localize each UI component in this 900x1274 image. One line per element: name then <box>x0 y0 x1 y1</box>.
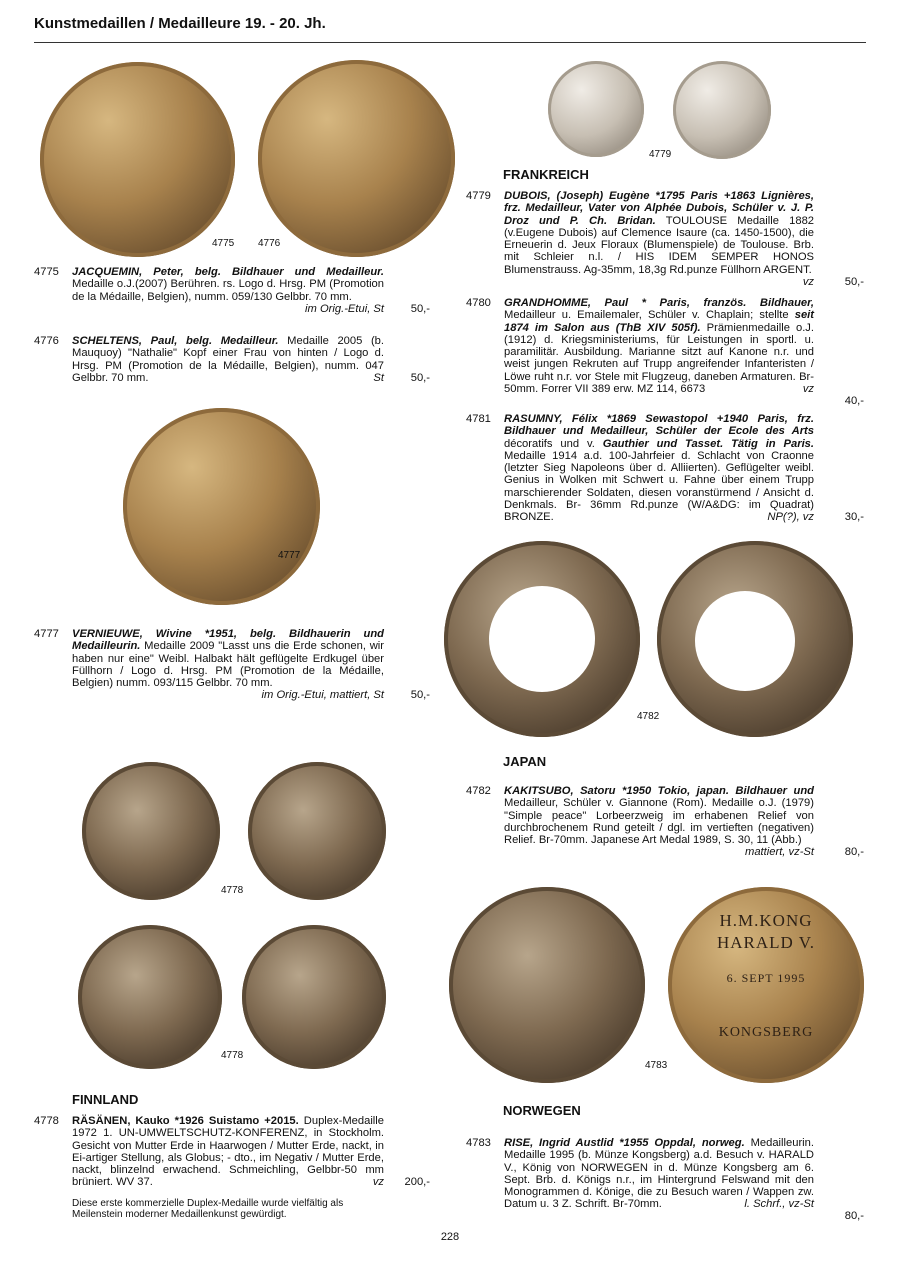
lot-price: 50,- <box>410 372 430 384</box>
caption-4782: 4782 <box>637 711 660 722</box>
medal-4783-text-line1: H.M.KONG <box>719 911 813 930</box>
medal-4783-reverse <box>668 887 864 1083</box>
lot-4776 <box>34 335 434 390</box>
lot-4781 <box>466 413 866 528</box>
section-finnland: FINNLAND <box>72 1092 139 1107</box>
lot-condition: NP(?), vz <box>767 511 814 524</box>
medal-4775-image <box>40 62 235 257</box>
lot-condition: St <box>373 371 384 384</box>
lot-condition: im Orig.-Etui, St <box>305 302 384 315</box>
lot-condition: l. Schrf., vz-St <box>744 1198 814 1211</box>
lot-number: 4783 <box>466 1137 491 1149</box>
lot-price: 80,- <box>844 846 864 858</box>
section-norwegen: NORWEGEN <box>503 1103 581 1118</box>
lot-number: 4777 <box>34 628 59 640</box>
section-japan: JAPAN <box>503 754 547 769</box>
lot-number: 4776 <box>34 335 59 347</box>
lot-number: 4778 <box>34 1115 59 1127</box>
page-header: Kunstmedaillen / Medailleure 19. - 20. Jh. <box>34 15 326 32</box>
lot-price: 200,- <box>404 1176 430 1188</box>
medal-4776-image <box>258 60 455 257</box>
lot-heading: KAKITSUBO, Satoru *1950 Tokio, japan. Bildhauer und <box>504 785 814 797</box>
lot-price: 50,- <box>410 303 430 315</box>
lot-price: 50,- <box>844 276 864 288</box>
lot-description: Medaille 1914 a.d. 100-Jahrfeier d. Schlacht von Craonne (letzter Sieg Napoleons über d. Alliierten). Geflügelter weibl. Genius in Wolken mit Schwert u. Fahne über einem Trupp marschierender Soldaten, diesen voranstürmend / Ansicht d. Denkmals. Br- 36mm Rd.punze (W/A&DG: im Quadrat) BRONZE. <box>504 449 814 524</box>
lot-heading: JACQUEMIN, Peter, belg. Bildhauer und Medailleur. <box>72 266 384 278</box>
medal-4783-date: 6. SEPT 1995 <box>726 971 806 985</box>
lot-description: Prämienmedaille o.J. (1912) d. Kriegsministeriums, für Leistungen in sportl. u. paramilitär. Ausbildung. Marianne sitzt auf Kanone n.r. und weist jungen Rekruten auf Trupp angreifender Infanteristen / Löwe ruht n.r. vor Stele mit Flugzeug, daneben Armaturen. Br-50mm. Forrer VII 389 erw. MZ 114, 6673 <box>504 321 815 396</box>
lot-4780 <box>466 297 866 407</box>
lot-condition: mattiert, vz-St <box>745 846 814 859</box>
medal-4783-text-line2: HARALD V. <box>716 933 816 952</box>
lot-condition: im Orig.-Etui, mattiert, St <box>261 689 384 702</box>
lot-heading-2: seit 1874 im Salon aus (ThB XIV 505f). <box>504 309 814 334</box>
lot-number: 4782 <box>466 785 491 797</box>
lot-description: Medaille o.J.(2007) Berühren. rs. Logo d. Hrsg. PM (Promotion de la Médaille, Belgien), numm. 059/130 Gelbbr. 70 mm. <box>72 278 384 303</box>
lot-number: 4781 <box>466 413 491 425</box>
lot-price: 80,- <box>844 1210 864 1222</box>
lot-heading: GRANDHOMME, Paul * Paris, französ. Bildhauer, <box>504 297 814 309</box>
medal-4778-obverse <box>82 762 220 900</box>
caption-4779: 4779 <box>649 149 672 160</box>
caption-4778-a: 4778 <box>221 885 244 896</box>
medal-4782-reverse <box>657 541 853 737</box>
lot-4777 <box>34 628 434 703</box>
lot-heading: DUBOIS, (Joseph) Eugène *1795 Paris +1863 Lignières, frz. Medailleur, Vater von Alphée Dubois, Schüler v. J. P. Droz und P. Ch. Bridan. <box>504 190 814 227</box>
lot-price: 50,- <box>410 689 430 701</box>
lot-condition: vz <box>372 1176 384 1189</box>
lot-4778 <box>34 1115 434 1195</box>
lot-4779 <box>466 190 866 290</box>
lot-heading: RASUMNY, Félix *1869 Sewastopol +1940 Paris, frz. Bildhauer und Medailleur, Schüler der Ecole des Arts <box>504 413 814 438</box>
lot-description: TOULOUSE Medaille 1882 (v.Eugene Dubois) auf Clemence Isaure (ca. 1450-1500), die Erneuerin d. Jeux Floraux (Blumenspiele) de Toulouse. Brb. mit Schleier n.l. / HIS IDEM SEMPER HONOS Blumenstrauss. Ag-35mm, 18,3g Rd.punze Füllhorn ARGENT. <box>504 214 815 276</box>
lot-4775 <box>34 266 434 321</box>
caption-4777: 4777 <box>278 550 301 561</box>
header-rule <box>34 42 866 43</box>
medal-4777-image <box>123 408 320 605</box>
lot-heading: VERNIEUWE, Wivine *1951, belg. Bildhauerin und Medailleurin. <box>72 628 384 653</box>
section-frankreich: FRANKREICH <box>503 167 589 182</box>
lot-condition: vz <box>802 383 814 396</box>
lot-price: 30,- <box>844 511 864 523</box>
lot-description-1: décoratifs und v. <box>504 437 595 450</box>
caption-4778-b: 4778 <box>221 1050 244 1061</box>
lot-4782 <box>466 785 866 865</box>
page-number: 228 <box>440 1231 460 1243</box>
lot-heading: SCHELTENS, Paul, belg. Medailleur. <box>72 335 279 347</box>
medal-4778-reverse <box>248 762 386 900</box>
medal-4778-negative-reverse <box>242 925 386 1069</box>
lot-description-1: Medailleur u. Emailemaler, Schüler v. Chaplain; stellte <box>504 309 789 322</box>
caption-4783: 4783 <box>645 1060 668 1071</box>
medal-4779-reverse <box>673 61 771 159</box>
lot-number: 4775 <box>34 266 59 278</box>
lot-number: 4779 <box>466 190 491 202</box>
lot-description: Medaille 2009 "Lasst uns die Erde schonen, wir haben nur eine" Weibl. Halbakt hält geflügelte Erdkugel über Füllhorn / Logo d. Hrsg. PM (Promotion de la Médaille, Belgien) numm. 093/115 Gelbbr. 70 mm. <box>72 640 384 690</box>
lot-4778-note: Diese erste kommerzielle Duplex-Medaille wurde vielfältig als Meilenstein moderner Medaillenkunst gewürdigt. <box>72 1198 344 1220</box>
lot-4783 <box>466 1137 866 1227</box>
lot-price: 40,- <box>844 395 864 407</box>
medal-4783-obverse <box>449 887 645 1083</box>
lot-description: Duplex-Medaille 1972 1. UN-UMWELTSCHUTZ-KONFERENZ, in Stockholm. Gesicht von Mutter Erde in Haarwogen / Mutter Erde, nackt, in Ei-artiger Stellung, als Globus; - dto., im Negativ / Mutter Erde, nackt, blinzelnd erwachend. Schmeichling, Gelbbr-50 mm brüniert. WV 37. <box>72 1115 384 1189</box>
lot-heading: RISE, Ingrid Austlid *1955 Oppdal, norweg. <box>504 1137 745 1149</box>
medal-4782-obverse <box>444 541 640 737</box>
lot-heading: RÄSÄNEN, Kauko *1926 Suistamo +2015. <box>72 1115 299 1127</box>
caption-4776: 4776 <box>258 238 281 249</box>
medal-4783-city: KONGSBERG <box>718 1025 814 1040</box>
lot-number: 4780 <box>466 297 491 309</box>
lot-condition: vz <box>802 276 814 289</box>
medal-4779-obverse <box>548 61 644 157</box>
lot-heading-2: Gauthier und Tasset. Tätig in Paris. <box>602 437 815 450</box>
lot-description: Medailleurin. Medaille 1995 (b. Münze Kongsberg) a.d. Besuch v. HARALD V., König von NORWEGEN in d. Münze Kongsberg am 6. Sept. Brb. d. Königs n.r., im Hintergrund Felswand mit den Monogrammen d. Könige, die zu Besuch waren / Wappen zw. Datum u. 3 Z. Schrift. Br-70mm. <box>504 1137 814 1211</box>
caption-4775: 4775 <box>212 238 235 249</box>
lot-description: Medaille 2005 (b. Mauquoy) "Nathalie" Kopf einer Frau von hinten / Logo d. Hrsg. PM (Promotion de la Médaille, Belgien), numm. 047 Gelbbr. 70 mm. <box>72 335 385 384</box>
lot-description: Medailleur, Schüler v. Giannone (Rom). Medaille o.J. (1979) "Simple peace" Lorbeerzweig im erhabenen Relief von durchbrochenem Rund geteilt / dgl. im vertieften (negativen) Relief. Br-70mm. Japanese Art Medal 1989, S. 30, 11 (Abb.) <box>504 797 814 847</box>
medal-4778-negative-obverse <box>78 925 222 1069</box>
